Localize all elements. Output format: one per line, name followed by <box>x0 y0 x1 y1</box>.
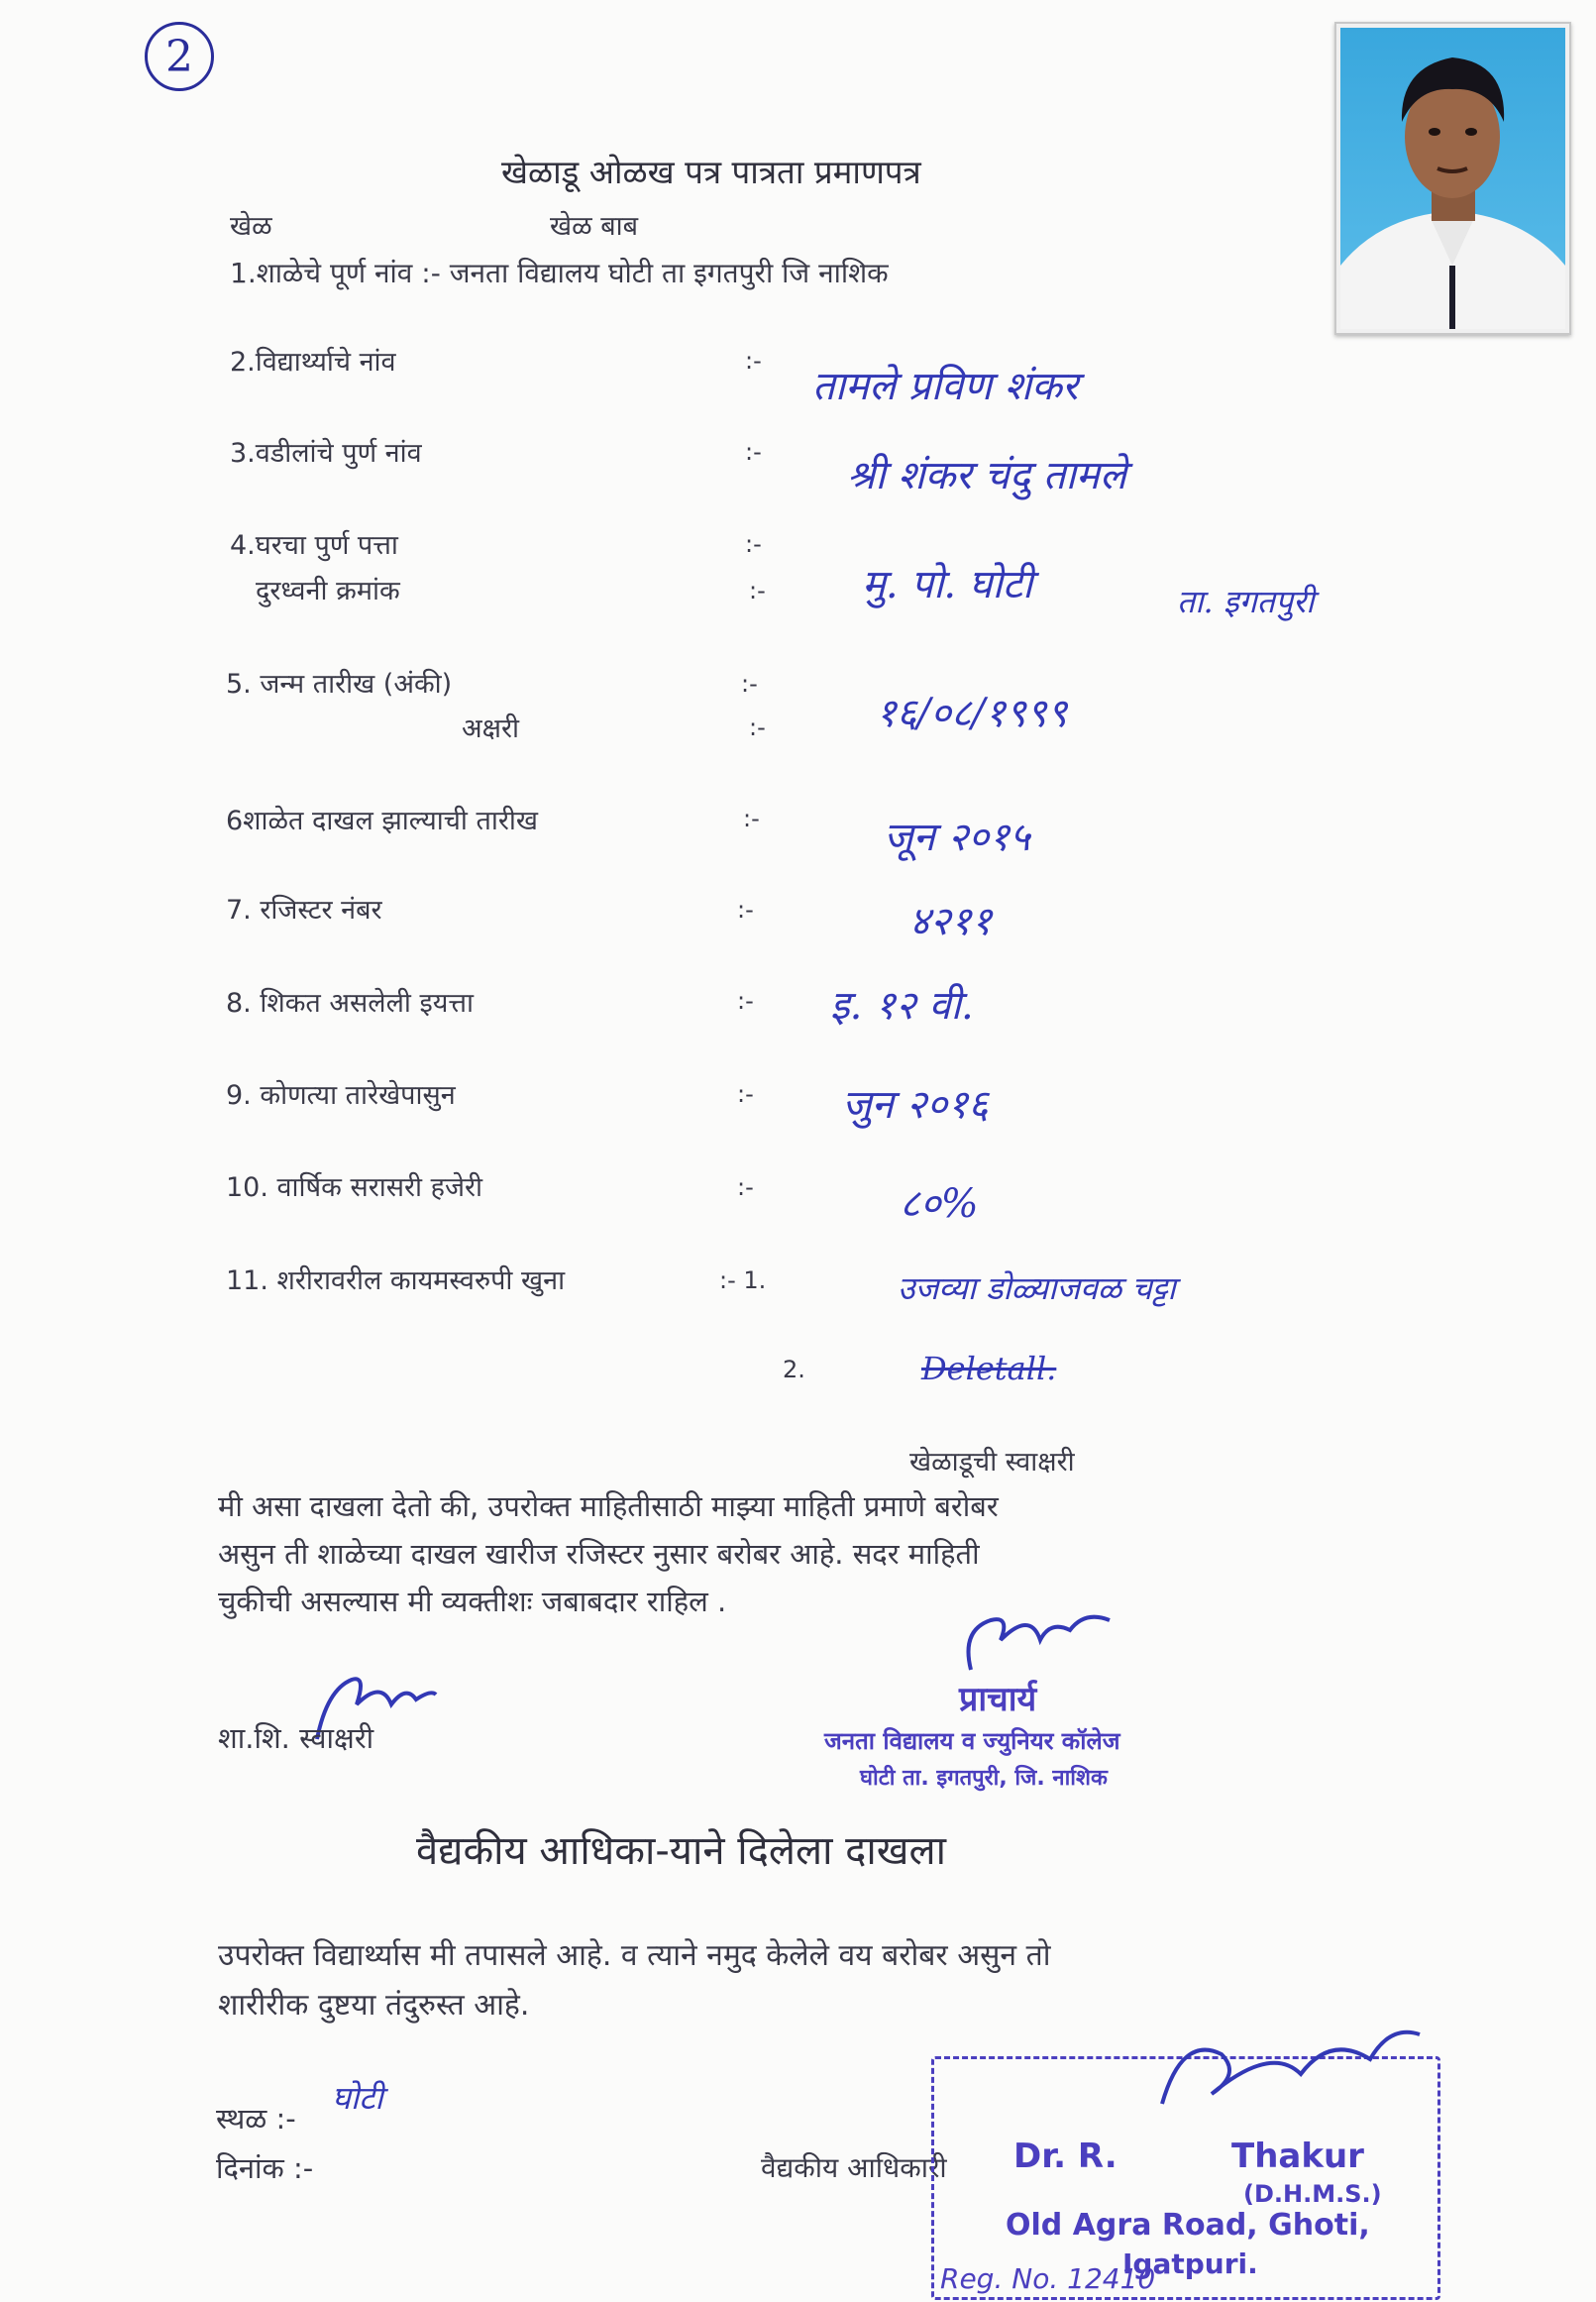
principal-stamp-line1: जनता विद्यालय व ज्युनियर कॉलेज <box>824 1727 1120 1755</box>
field-sep: :- <box>737 1173 754 1201</box>
field-sep: :- <box>749 577 766 604</box>
field-value-address: मु. पो. घोटी <box>862 562 1033 607</box>
medical-heading: वैद्यकीय आधिका-याने दिलेला दाखला <box>416 1828 946 1874</box>
declaration-line-1: मी असा दाखला देतो की, उपरोक्त माहितीसाठी माझ्या माहिती प्रमाणे बरोबर <box>218 1489 999 1523</box>
field-label-birth-date: 5. जन्म तारीख (अंकी) <box>226 669 453 700</box>
doctor-stamp <box>931 2056 1440 2300</box>
field-sep: :- <box>745 530 762 558</box>
field-sep: :- 1. <box>719 1266 767 1294</box>
field-value-class: इ. १२ वी. <box>830 983 974 1029</box>
field-value-mark-2-deleted: Deletall. <box>921 1350 1057 1387</box>
field-sep: :- <box>743 805 760 832</box>
field-label-phone: दुरध्वनी क्रमांक <box>256 576 400 606</box>
field-sep: :- <box>737 896 754 924</box>
field-sep: :- <box>745 438 762 466</box>
document-title: खेळाडू ओळख पत्र पात्रता प्रमाणपत्र <box>501 153 921 191</box>
doctor-signature <box>1152 2015 1430 2124</box>
player-signature-label: खेळाडूची स्वाक्षरी <box>909 1447 1075 1478</box>
field-sep: :- <box>737 1080 754 1108</box>
field-label-mark-2: 2. <box>783 1356 805 1383</box>
field-label-register-no: 7. रजिस्टर नंबर <box>226 895 382 926</box>
sport-label: खेळ <box>230 211 272 242</box>
medical-text-line-2: शारीरीक दुष्टया तंदुरुस्त आहे. <box>218 1988 530 2023</box>
declaration-line-3: चुकीची असल्यास मी व्यक्तीशः जबाबदार राहिल . <box>218 1585 727 1618</box>
field-value-since-date: जुन २०१६ <box>842 1082 989 1128</box>
school-name-line: 1.शाळेचे पूर्ण नांव :- जनता विद्यालय घोटी ता इगतपुरी जि नाशिक <box>230 257 889 289</box>
field-value-address-taluka: ता. इगतपुरी <box>1177 583 1315 620</box>
field-value-admission-date: जून २०१५ <box>884 815 1030 860</box>
field-value-student-name: तामले प्रविण शंकर <box>812 364 1079 409</box>
field-value-father-name: श्री शंकर चंदु तामले <box>847 453 1126 498</box>
place-value: घोटी <box>332 2079 383 2117</box>
field-sep: :- <box>741 670 758 698</box>
field-sep: :- <box>737 987 754 1015</box>
doctor-stamp-address-1: Old Agra Road, Ghoti, <box>1006 2208 1370 2243</box>
field-label-since-date: 9. कोणत्या तारेखेपासुन <box>226 1080 456 1111</box>
doctor-stamp-degree: (D.H.M.S.) <box>1243 2180 1382 2208</box>
page-number: 2 <box>165 31 193 82</box>
field-sep: :- <box>745 347 762 375</box>
field-value-identification-mark: उजव्या डोळ्याजवळ चट्टा <box>898 1269 1176 1307</box>
pt-signature-label: शा.शि. स्वाक्षरी <box>218 1721 374 1755</box>
field-value-birth-date: १६/०८/१९९९ <box>876 691 1068 736</box>
doctor-stamp-name-2: Thakur <box>1231 2137 1364 2176</box>
field-value-attendance: ८०% <box>900 1181 979 1227</box>
declaration-line-2: असुन ती शाळेच्या दाखल खारीज रजिस्टर नुसार बरोबर आहे. सदर माहिती <box>218 1537 980 1571</box>
principal-signature <box>951 1600 1119 1680</box>
date-label: दिनांक :- <box>216 2151 314 2185</box>
field-label-birth-date-words: अक्षरी <box>462 713 520 744</box>
doctor-stamp-address-2: Igatpuri. <box>1122 2247 1258 2280</box>
field-value-register-no: ४२११ <box>909 899 993 944</box>
sport-item-label: खेळ बाब <box>550 211 639 242</box>
principal-stamp-line2: घोटी ता. इगतपुरी, जि. नाशिक <box>860 1766 1108 1791</box>
field-sep: :- <box>749 713 766 741</box>
field-label-class: 8. शिकत असलेली इयत्ता <box>226 988 475 1019</box>
field-label-attendance: 10. वार्षिक सरासरी हजेरी <box>226 1172 483 1203</box>
field-label-address: 4.घरचा पुर्ण पत्ता <box>230 530 398 561</box>
page-number-circle <box>145 22 214 91</box>
field-label-identification-mark: 11. शरीरावरील कायमस्वरुपी खुना <box>226 1265 566 1296</box>
field-label-student-name: 2.विद्यार्थ्याचे नांव <box>230 347 396 378</box>
medical-officer-label: वैद्यकीय आधिकारी <box>761 2151 947 2184</box>
medical-text-line-1: उपरोक्त विद्यार्थ्यास मी तपासले आहे. व त्याने नमुद केलेले वय बरोबर असुन तो <box>218 1938 1051 1973</box>
field-label-admission-date: 6शाळेत दाखल झाल्याची तारीख <box>226 806 538 836</box>
field-label-father-name: 3.वडीलांचे पुर्ण नांव <box>230 438 422 469</box>
doctor-reg-number: Reg. No. 12410 <box>940 2262 1156 2295</box>
student-photo <box>1334 22 1571 335</box>
place-label: स्थळ :- <box>216 2102 296 2136</box>
principal-stamp-title: प्राचार्य <box>959 1680 1037 1719</box>
doctor-stamp-name: Dr. R. <box>1013 2137 1117 2176</box>
